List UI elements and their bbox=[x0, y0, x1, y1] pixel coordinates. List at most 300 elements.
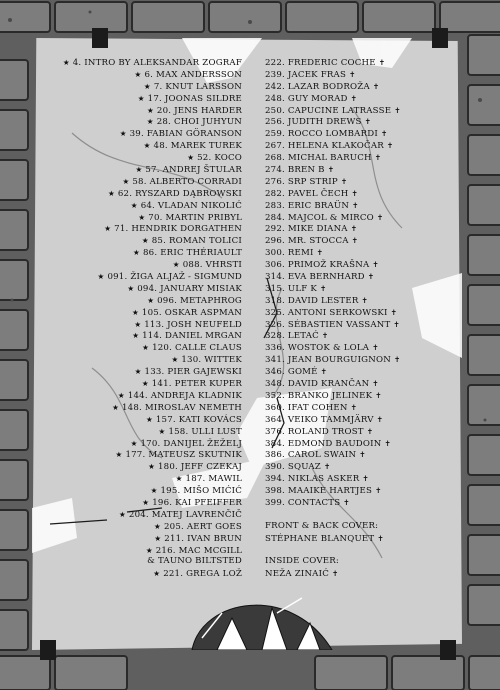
contents-entry bbox=[265, 116, 401, 128]
entry-name: GREGA LOŽ bbox=[186, 569, 242, 580]
dagger-icon: ✝ bbox=[321, 331, 329, 341]
entry-page-number: 105. bbox=[141, 307, 162, 318]
star-icon: ★ bbox=[187, 153, 195, 163]
entry-name: JANUARY MISIAK bbox=[160, 283, 242, 294]
contents-entry bbox=[63, 247, 242, 259]
contents-entry bbox=[63, 200, 242, 212]
contents-entry bbox=[63, 461, 242, 473]
star-icon: ★ bbox=[150, 486, 158, 496]
entry-name: WOSTOK & LOLA bbox=[287, 343, 370, 354]
entry-name: NIKLAS ASKER bbox=[287, 474, 360, 485]
star-icon: ★ bbox=[145, 414, 153, 424]
contents-entry bbox=[265, 319, 401, 331]
entry-name: MAC MCGILL bbox=[178, 545, 242, 556]
dagger-icon: ✝ bbox=[372, 260, 379, 270]
entry-page-number: 292. bbox=[265, 224, 285, 235]
entry-page-number: 85. bbox=[151, 236, 167, 247]
entry-page-number: 282. bbox=[265, 188, 285, 199]
entry-page-number: 205. bbox=[163, 521, 184, 532]
contents-entry bbox=[265, 485, 401, 497]
entry-page-number: 088. bbox=[182, 260, 203, 271]
contents-entry bbox=[63, 545, 242, 557]
contents-entry bbox=[63, 449, 242, 461]
star-icon: ★ bbox=[132, 331, 140, 341]
entry-name: MAX ANDERSSON bbox=[155, 69, 242, 80]
entry-name: CONTACTS bbox=[287, 497, 341, 508]
entry-name: ANDREJ ŠTULAR bbox=[162, 165, 242, 176]
entry-name: ANTONI SERKOWSKI bbox=[287, 307, 388, 318]
dagger-icon: ✝ bbox=[320, 367, 328, 377]
contents-entry bbox=[63, 57, 242, 69]
entry-page-number: 62. bbox=[117, 188, 133, 199]
entry-name: DAVID KRANČAN bbox=[287, 379, 370, 390]
contents-entry bbox=[63, 105, 242, 117]
contents-entry bbox=[63, 402, 242, 414]
contents-entry bbox=[63, 330, 242, 342]
entry-page-number: 52. bbox=[197, 153, 212, 164]
entry-name: ALBERTO CORRADI bbox=[149, 176, 242, 187]
contents-entry bbox=[265, 152, 401, 164]
dagger-icon: ✝ bbox=[327, 165, 335, 175]
entry-page-number: 120. bbox=[152, 343, 173, 354]
entry-name: FRONT & BACK COVER: bbox=[265, 520, 379, 531]
entry-name: MARTIN PRIBYL bbox=[165, 212, 242, 223]
contents-entry bbox=[63, 188, 242, 200]
star-icon: ★ bbox=[97, 272, 105, 282]
dagger-icon: ✝ bbox=[323, 462, 331, 472]
dagger-icon: ✝ bbox=[319, 283, 327, 293]
tape-bottom-right bbox=[440, 640, 456, 660]
entry-page-number: 399. bbox=[265, 497, 285, 508]
contents-entry bbox=[265, 473, 401, 485]
entry-name: LETAĆ bbox=[287, 331, 319, 342]
contents-entry bbox=[265, 378, 401, 390]
dagger-icon: ✝ bbox=[384, 438, 391, 448]
star-icon: ★ bbox=[175, 474, 183, 484]
entry-page-number: 268. bbox=[265, 153, 285, 164]
tape-bottom-left bbox=[40, 640, 56, 660]
contents-entry bbox=[63, 152, 242, 164]
entry-name: DAVID LESTER bbox=[287, 295, 359, 306]
entry-page-number: 17. bbox=[147, 93, 162, 104]
dagger-icon: ✝ bbox=[340, 176, 348, 186]
entry-page-number: 091. bbox=[107, 272, 128, 283]
star-icon: ★ bbox=[137, 93, 145, 103]
contents-entry bbox=[265, 366, 401, 378]
contents-entry bbox=[265, 307, 401, 319]
entry-page-number: 341. bbox=[265, 355, 285, 366]
entry-name: RYSZARD DĄBROWSKI bbox=[135, 188, 242, 199]
star-icon: ★ bbox=[154, 521, 161, 531]
entry-name: VLADAN NIKOLIĆ bbox=[157, 200, 242, 211]
contents-spacer bbox=[265, 545, 401, 557]
star-icon: ★ bbox=[153, 569, 161, 579]
dagger-icon: ✝ bbox=[375, 390, 382, 400]
entry-page-number: 360. bbox=[265, 402, 285, 413]
entry-page-number: 250. bbox=[265, 105, 285, 116]
contents-entry bbox=[63, 390, 242, 402]
contents-entry bbox=[63, 295, 242, 307]
dagger-icon: ✝ bbox=[316, 248, 324, 258]
contents-entry bbox=[63, 378, 242, 390]
contents-entry bbox=[265, 200, 401, 212]
entry-page-number: 64. bbox=[140, 200, 155, 211]
contents-entry bbox=[265, 568, 401, 580]
contents-entry bbox=[63, 164, 242, 176]
dagger-icon: ✝ bbox=[367, 272, 375, 282]
contents-entry bbox=[63, 438, 242, 450]
contents-entry bbox=[265, 57, 401, 69]
entry-name: AERT GOES bbox=[186, 521, 242, 532]
entry-name: DANIEL MRGAN bbox=[165, 331, 242, 342]
contents-right-column bbox=[265, 57, 401, 580]
contents-entry bbox=[63, 259, 242, 271]
dagger-icon: ✝ bbox=[364, 117, 372, 127]
entry-page-number: 216. bbox=[155, 545, 176, 556]
entry-page-number: 222. bbox=[265, 58, 285, 68]
entry-name: WITTEK bbox=[204, 355, 242, 366]
dagger-icon: ✝ bbox=[372, 379, 379, 389]
contents-entry bbox=[265, 212, 401, 224]
dagger-icon: ✝ bbox=[386, 141, 394, 151]
contents-entry bbox=[63, 81, 242, 93]
dagger-icon: ✝ bbox=[331, 569, 339, 579]
entry-page-number: 71. bbox=[114, 224, 129, 235]
dagger-icon: ✝ bbox=[372, 81, 380, 91]
entry-page-number: 328. bbox=[265, 331, 285, 342]
entry-page-number: 180. bbox=[158, 462, 178, 473]
entry-page-number: 20. bbox=[156, 105, 172, 116]
entry-name: ERIC THÉRIAULT bbox=[160, 248, 242, 259]
contents-entry bbox=[265, 426, 401, 438]
entry-name: FABIAN GÖRANSON bbox=[146, 129, 242, 140]
dagger-icon: ✝ bbox=[352, 200, 359, 210]
dagger-icon: ✝ bbox=[374, 153, 382, 163]
entry-page-number: 306. bbox=[265, 260, 285, 271]
entry-page-number: 39. bbox=[129, 129, 144, 140]
contents-entry bbox=[63, 223, 242, 235]
entry-page-number: 336. bbox=[265, 343, 285, 354]
contents-entry bbox=[265, 69, 401, 81]
contents-entry bbox=[265, 223, 401, 235]
entry-page-number: 348. bbox=[265, 379, 285, 390]
star-icon: ★ bbox=[145, 545, 153, 555]
entry-name: JUDITH DREWS bbox=[287, 117, 362, 128]
contents-entry bbox=[63, 319, 242, 331]
entry-name: MATEJ LAVRENČIČ bbox=[151, 509, 242, 520]
star-icon: ★ bbox=[134, 367, 142, 377]
entry-name: ANDREJA KLADNIK bbox=[150, 390, 242, 401]
entry-page-number: 318. bbox=[265, 295, 285, 306]
entry-page-number: 58. bbox=[132, 176, 147, 187]
dagger-icon: ✝ bbox=[375, 486, 382, 496]
contents-entry bbox=[265, 390, 401, 402]
entry-page-number: 187. bbox=[185, 474, 206, 485]
dagger-icon: ✝ bbox=[394, 105, 401, 115]
contents-entry bbox=[63, 414, 242, 426]
entry-name: CAPUCINE LATRASSE bbox=[287, 105, 392, 116]
star-icon: ★ bbox=[143, 141, 151, 151]
entry-page-number: 346. bbox=[265, 367, 285, 378]
entry-name: JEFF CZEKAJ bbox=[180, 462, 242, 473]
contents-entry bbox=[265, 533, 401, 545]
contents-entry bbox=[265, 438, 401, 450]
entry-page-number: 196. bbox=[152, 497, 173, 508]
entry-page-number: 296. bbox=[265, 236, 285, 247]
entry-name: ROMAN TOLICI bbox=[168, 236, 242, 247]
contents-entry bbox=[63, 128, 242, 140]
entry-page-number: 170. bbox=[140, 438, 161, 449]
contents-left-column bbox=[63, 57, 242, 580]
dagger-icon: ✝ bbox=[350, 224, 358, 234]
entry-page-number: 113. bbox=[144, 319, 165, 330]
contents-entry bbox=[63, 271, 242, 283]
star-icon: ★ bbox=[112, 402, 119, 412]
entry-page-number: 248. bbox=[265, 93, 285, 104]
entry-name: JOONAS SILDRE bbox=[164, 93, 242, 104]
entry-name: STÉPHANE BLANQUET bbox=[265, 533, 375, 544]
entry-page-number: 158. bbox=[168, 426, 189, 437]
entry-page-number: 394. bbox=[265, 474, 285, 485]
entry-page-number: 364. bbox=[265, 414, 285, 425]
entry-name: ULLI LUST bbox=[191, 426, 242, 437]
entry-page-number: 195. bbox=[160, 486, 181, 497]
contents-entry bbox=[63, 93, 242, 105]
dagger-icon: ✝ bbox=[349, 69, 356, 79]
contents-entry bbox=[63, 342, 242, 354]
contents-entry bbox=[265, 259, 401, 271]
entry-name: MAREK TUREK bbox=[170, 141, 242, 152]
contents-entry bbox=[63, 533, 242, 545]
star-icon: ★ bbox=[142, 343, 150, 353]
entry-page-number: 376. bbox=[265, 426, 285, 437]
entry-page-number: 259. bbox=[265, 129, 285, 140]
star-icon: ★ bbox=[107, 188, 115, 198]
entry-page-number: 242. bbox=[265, 81, 285, 92]
entry-name: IFAT COHEN bbox=[287, 402, 348, 413]
contents-entry bbox=[265, 556, 401, 568]
entry-name: MIŠO MIĆIĆ bbox=[183, 486, 242, 497]
star-icon: ★ bbox=[104, 224, 112, 234]
entry-name: CALLE CLAUS bbox=[174, 343, 242, 354]
entry-name: MICHAL BARUCH bbox=[287, 153, 372, 164]
star-icon: ★ bbox=[119, 129, 127, 139]
dagger-icon: ✝ bbox=[362, 474, 369, 484]
star-icon: ★ bbox=[133, 248, 140, 258]
entry-page-number: 274. bbox=[265, 165, 285, 176]
entry-name: VEIKO TAMMJÄRV bbox=[287, 414, 374, 425]
contents-entry bbox=[265, 414, 401, 426]
entry-name: PRIMOŽ KRAŠNA bbox=[287, 260, 370, 271]
entry-page-number: 386. bbox=[265, 450, 285, 461]
tape-top-right bbox=[432, 28, 448, 48]
entry-name: MIROSLAV NEMETH bbox=[144, 402, 242, 413]
entry-name: & TAUNO BILTSTED bbox=[147, 556, 242, 567]
entry-page-number: 096. bbox=[157, 295, 178, 306]
entry-name: INTRO BY ALEKSANDAR ZOGRAF bbox=[84, 58, 242, 68]
entry-name: DANIJEL ŽEŽELJ bbox=[163, 438, 242, 449]
dagger-icon: ✝ bbox=[350, 402, 358, 412]
entry-page-number: 314. bbox=[265, 272, 285, 283]
contents-entry bbox=[265, 188, 401, 200]
star-icon: ★ bbox=[141, 379, 149, 389]
dagger-icon: ✝ bbox=[359, 450, 366, 460]
entry-name: FREDERIC COCHE bbox=[287, 58, 376, 68]
dagger-icon: ✝ bbox=[376, 414, 384, 424]
entry-page-number: 48. bbox=[153, 141, 168, 152]
entry-name: GOMÉ bbox=[287, 367, 318, 378]
entry-name: OSKAR ASPMAN bbox=[164, 307, 242, 318]
contents-entry bbox=[63, 366, 242, 378]
entry-name: CHOI JUHYUN bbox=[173, 117, 242, 128]
contents-entry bbox=[265, 295, 401, 307]
contents-entry bbox=[265, 247, 401, 259]
entry-page-number: 130. bbox=[181, 355, 202, 366]
dagger-icon: ✝ bbox=[351, 188, 358, 198]
contents-entry bbox=[63, 116, 242, 128]
bottom-drawing bbox=[192, 598, 332, 650]
contents-entry bbox=[63, 509, 242, 521]
entry-name: MR. STOCCA bbox=[287, 236, 349, 247]
star-icon: ★ bbox=[141, 236, 149, 246]
star-icon: ★ bbox=[127, 283, 135, 293]
contents-entry bbox=[265, 342, 401, 354]
entry-page-number: 157. bbox=[155, 414, 176, 425]
contents-entry bbox=[63, 307, 242, 319]
entry-page-number: 133. bbox=[144, 367, 165, 378]
entry-name: JENS HARDER bbox=[174, 105, 242, 116]
contents-entry bbox=[265, 93, 401, 105]
entry-name: REMI bbox=[287, 248, 314, 259]
entry-name: PETER KUPER bbox=[174, 379, 242, 390]
entry-page-number: 267. bbox=[265, 141, 285, 152]
entry-page-number: 300. bbox=[265, 248, 285, 259]
entry-name: ULF K bbox=[287, 283, 317, 294]
entry-page-number: 256. bbox=[265, 117, 285, 128]
dagger-icon: ✝ bbox=[351, 236, 359, 246]
star-icon: ★ bbox=[147, 295, 155, 305]
entry-name: METAPHROG bbox=[180, 295, 242, 306]
entry-page-number: 283. bbox=[265, 200, 285, 211]
entry-name: VHRSTI bbox=[205, 260, 242, 271]
contents-entry bbox=[63, 473, 242, 485]
dagger-icon: ✝ bbox=[393, 319, 400, 329]
entry-page-number: 114. bbox=[142, 331, 163, 342]
entry-name: EVA BERNHARD bbox=[287, 272, 365, 283]
star-icon: ★ bbox=[130, 200, 138, 210]
contents-entry bbox=[63, 556, 242, 568]
dagger-icon: ✝ bbox=[350, 93, 358, 103]
entry-name: LAZAR BODROŽA bbox=[287, 81, 370, 92]
contents-entry bbox=[63, 69, 242, 81]
contents-spacer bbox=[265, 509, 401, 521]
star-icon: ★ bbox=[131, 307, 139, 317]
entry-page-number: 239. bbox=[265, 69, 285, 80]
entry-name: MAAIKE HARTJES bbox=[287, 486, 373, 497]
contents-entry bbox=[63, 497, 242, 509]
star-icon: ★ bbox=[62, 58, 70, 67]
entry-page-number: 284. bbox=[265, 212, 285, 223]
star-icon: ★ bbox=[122, 176, 130, 186]
dagger-icon: ✝ bbox=[376, 212, 384, 222]
contents-entry bbox=[265, 521, 401, 533]
contents-entry bbox=[63, 521, 242, 533]
entry-page-number: 6. bbox=[144, 69, 154, 80]
entry-page-number: 276. bbox=[265, 176, 285, 187]
entry-page-number: 141. bbox=[151, 379, 172, 390]
star-icon: ★ bbox=[142, 497, 150, 507]
entry-page-number: 177. bbox=[125, 450, 146, 461]
tape-top-left bbox=[92, 28, 108, 48]
star-icon: ★ bbox=[172, 260, 180, 270]
entry-name: JOSH NEUFELD bbox=[167, 319, 242, 330]
entry-name: MIKE DIANA bbox=[287, 224, 348, 235]
entry-name: SQUAZ bbox=[287, 462, 321, 473]
contents-entry bbox=[63, 140, 242, 152]
entry-name: BRANKO JELINEK bbox=[287, 390, 373, 401]
contents-entry bbox=[265, 449, 401, 461]
entry-page-number: 221. bbox=[163, 569, 184, 580]
entry-name: MAJCOL & MIRCO bbox=[287, 212, 374, 223]
dagger-icon: ✝ bbox=[378, 58, 386, 67]
contents-entry bbox=[63, 568, 242, 580]
contents-entry bbox=[265, 271, 401, 283]
star-icon: ★ bbox=[158, 426, 166, 436]
entry-name: HELENA KLAKOČAR bbox=[287, 141, 384, 152]
entry-page-number: 094. bbox=[137, 283, 158, 294]
contents-entry bbox=[265, 164, 401, 176]
entry-name: ROCCO LOMBARDI bbox=[287, 129, 378, 140]
entry-name: PAVEL ČECH bbox=[287, 188, 349, 199]
contents-entry bbox=[265, 176, 401, 188]
star-icon: ★ bbox=[138, 212, 146, 222]
entry-name: GUY MORAD bbox=[287, 93, 348, 104]
entry-name: MATEUSZ SKUTNIK bbox=[148, 450, 242, 461]
contents-entry bbox=[265, 128, 401, 140]
entry-name: IVAN BRUN bbox=[187, 533, 242, 544]
entry-name: ERIC BRAÜN bbox=[287, 200, 350, 211]
entry-name: JEAN BOURGUIGNON bbox=[287, 355, 391, 366]
entry-page-number: 148. bbox=[122, 402, 142, 413]
star-icon: ★ bbox=[135, 165, 143, 175]
entry-name: JACEK FRAS bbox=[287, 69, 347, 80]
star-icon: ★ bbox=[115, 450, 123, 460]
entry-page-number: 57. bbox=[145, 165, 160, 176]
star-icon: ★ bbox=[171, 355, 179, 365]
entry-page-number: 326. bbox=[265, 319, 285, 330]
contents-entry bbox=[265, 354, 401, 366]
entry-name: HENDRIK DORGATHEN bbox=[131, 224, 242, 235]
contents-entry bbox=[63, 485, 242, 497]
entry-page-number: 7. bbox=[153, 81, 163, 92]
contents-entry bbox=[265, 283, 401, 295]
entry-name: MAWIL bbox=[208, 474, 242, 485]
entry-name: SÉBASTIEN VASSANT bbox=[287, 319, 391, 330]
dagger-icon: ✝ bbox=[380, 129, 388, 139]
entry-name: PIER GAJEWSKI bbox=[167, 367, 242, 378]
entry-name: EDMOND BAUDOIN bbox=[287, 438, 382, 449]
dagger-icon: ✝ bbox=[361, 295, 368, 305]
contents-entry bbox=[63, 176, 242, 188]
entry-page-number: 204. bbox=[128, 509, 149, 520]
star-icon: ★ bbox=[134, 69, 142, 79]
contents-entry bbox=[265, 497, 401, 509]
entry-page-number: 398. bbox=[265, 486, 285, 497]
contents-entry bbox=[63, 426, 242, 438]
entry-name: CAROL SWAIN bbox=[287, 450, 357, 461]
entry-page-number: 315. bbox=[265, 283, 285, 294]
star-icon: ★ bbox=[148, 462, 155, 472]
